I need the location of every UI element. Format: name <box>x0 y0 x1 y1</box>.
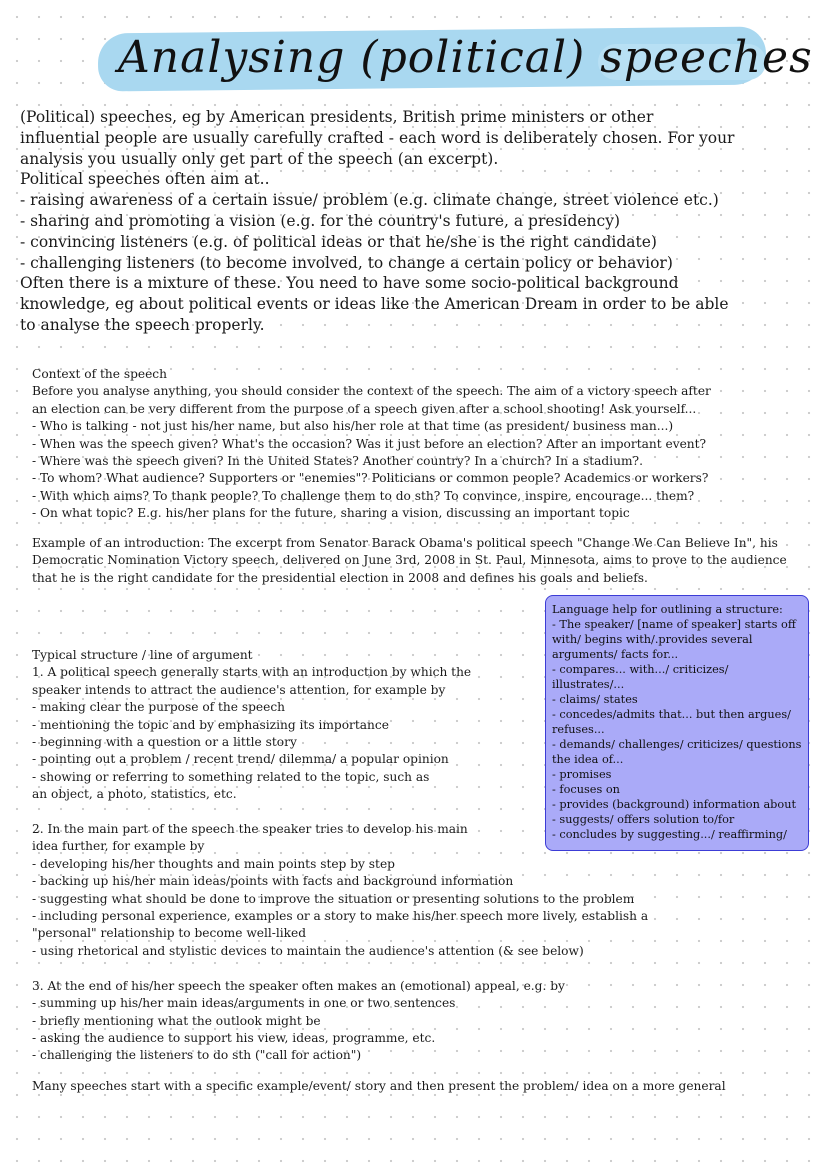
context-line: - When was the speech given? What's the occasion? Was it just before an election? After an important event? <box>32 436 707 451</box>
context-section <box>32 366 817 523</box>
intro-line: Often there is a mixture of these. You need to have some socio-political background <box>20 274 679 293</box>
intro-line: analysis you usually only get part of the speech (an excerpt). <box>20 149 499 168</box>
help-line: - focuses on <box>552 783 620 796</box>
closing-note <box>32 1078 792 1095</box>
help-line: - compares... with.../ criticizes/ illustrates/... <box>552 663 729 691</box>
example-introduction <box>32 535 812 587</box>
spacer <box>32 960 812 977</box>
intro-line: knowledge, eg about political events or ideas like the American Dream in order to be able <box>20 295 729 314</box>
context-line: - With which aims? To thank people? To challenge them to do sth? To convince, inspire, encourage... them? <box>32 488 695 503</box>
structure-line: an object, a photo, statistics, etc. <box>32 787 237 802</box>
structure-line: - making clear the purpose of the speech <box>32 700 286 715</box>
context-line: - To whom? What audience? Supporters or "enemies"? Politicians or common people? Academics or workers? <box>32 471 709 486</box>
structure-heading: Typical structure / line of argument <box>32 648 253 662</box>
intro-line: Political speeches often aim at.. <box>20 170 270 189</box>
intro-line: - raising awareness of a certain issue/ problem (e.g. climate change, street violence etc.) <box>20 191 719 210</box>
context-line: - Where was the speech given? In the United States? Another country? In a church? In a stadium?. <box>32 454 643 469</box>
help-line: - claims/ states <box>552 693 638 706</box>
structure-line: - asking the audience to support his view, ideas, programme, etc. <box>32 1030 436 1045</box>
context-heading: Context of the speech <box>32 367 167 381</box>
structure-line: - challenging the listeners to do sth ("call for action") <box>32 1048 362 1063</box>
structure-line: speaker intends to attract the audience's attention, for example by <box>32 682 446 697</box>
help-line: - demands/ challenges/ criticizes/ questions the idea of... <box>552 738 802 766</box>
help-line: - suggests/ offers solution to/for <box>552 813 735 826</box>
page-title: Analysing (political) speeches <box>118 32 813 83</box>
help-line: Language help for outlining a structure: <box>552 603 783 616</box>
structure-line: - developing his/her thoughts and main points step by step <box>32 856 395 871</box>
intro-line: influential people are usually carefully crafted - each word is deliberately chosen. For your <box>20 128 735 147</box>
structure-line: - backing up his/her main ideas/points with facts and background information <box>32 874 514 889</box>
help-line: - concludes by suggesting.../ reaffirming/ <box>552 828 787 841</box>
intro-line: (Political) speeches, eg by American presidents, British prime ministers or other <box>20 108 654 126</box>
help-line: - concedes/admits that... but then argues/ refuses... <box>552 708 791 736</box>
structure-line: - showing or referring to something related to the topic, such as <box>32 769 430 784</box>
intro-line: - sharing and promoting a vision (e.g. for the country's future, a presidency) <box>20 211 621 230</box>
language-help-box <box>545 595 809 851</box>
context-line: - Who is talking - not just his/her name, but also his/her role at that time (as president/ business man...) <box>32 419 674 434</box>
help-line: - promises <box>552 768 612 781</box>
intro-line: - convincing listeners (e.g. of political ideas or that he/she is the right candidate) <box>20 232 657 251</box>
structure-line: 2. In the main part of the speech the speaker tries to develop his main <box>32 822 468 837</box>
intro-line: - challenging listeners (to become involved, to change a certain policy or behavior) <box>20 253 673 272</box>
closing-text: Many speeches start with a specific example/event/ story and then present the problem/ idea on a more general <box>32 1079 726 1093</box>
help-line: - The speaker/ [name of speaker] starts off with/ begins with/.provides several arguments/ facts for... <box>552 618 796 661</box>
structure-line: idea further, for example by <box>32 839 205 854</box>
structure-line: 3. At the end of his/her speech the speaker often makes an (emotional) appeal, e.g. by <box>32 978 565 993</box>
structure-line: - using rhetorical and stylistic devices to maintain the audience's attention (& see below) <box>32 943 584 958</box>
context-line: - On what topic? E.g. his/her plans for the future, sharing a vision, discussing an important topic <box>32 506 630 521</box>
structure-line: - beginning with a question or a little story <box>32 735 297 750</box>
context-line: Before you analyse anything, you should consider the context of the speech. The aim of a victory speech after <box>32 384 711 399</box>
intro-line: to analyse the speech properly. <box>20 315 265 334</box>
structure-line: - briefly mentioning what the outlook might be <box>32 1013 321 1028</box>
title-block <box>98 22 813 94</box>
structure-line: - summing up his/her main ideas/arguments in one or two sentences <box>32 996 456 1011</box>
structure-line: - suggesting what should be done to improve the situation or presenting solutions to the problem <box>32 891 635 906</box>
example-text: Example of an introduction: The excerpt from Senator Barack Obama's political speech "Change We Can Believe In", his Democratic Nomination Victory speech, delivered on June 3rd, 2008 in St. Paul, Minnesota, aims to prove to the audience that he is the right candidate for the presidential election in 2008 and defines his goals and beliefs. <box>32 536 787 585</box>
context-line: an election can be very different from the purpose of a speech given after a school shooting! Ask yourself... <box>32 401 697 416</box>
structure-line: - pointing out a problem / recent trend/ dilemma/ a popular opinion <box>32 752 449 767</box>
structure-line: - including personal experience, examples or a story to make his/her speech more lively, establish a <box>32 909 649 924</box>
structure-line: 1. A political speech generally starts with an introduction by which the <box>32 665 472 680</box>
structure-line: "personal" relationship to become well-liked <box>32 926 307 941</box>
structure-line: - mentioning the topic and by emphasizing its importance <box>32 717 389 732</box>
help-line: - provides (background) information about <box>552 798 797 811</box>
intro-section <box>20 107 820 336</box>
